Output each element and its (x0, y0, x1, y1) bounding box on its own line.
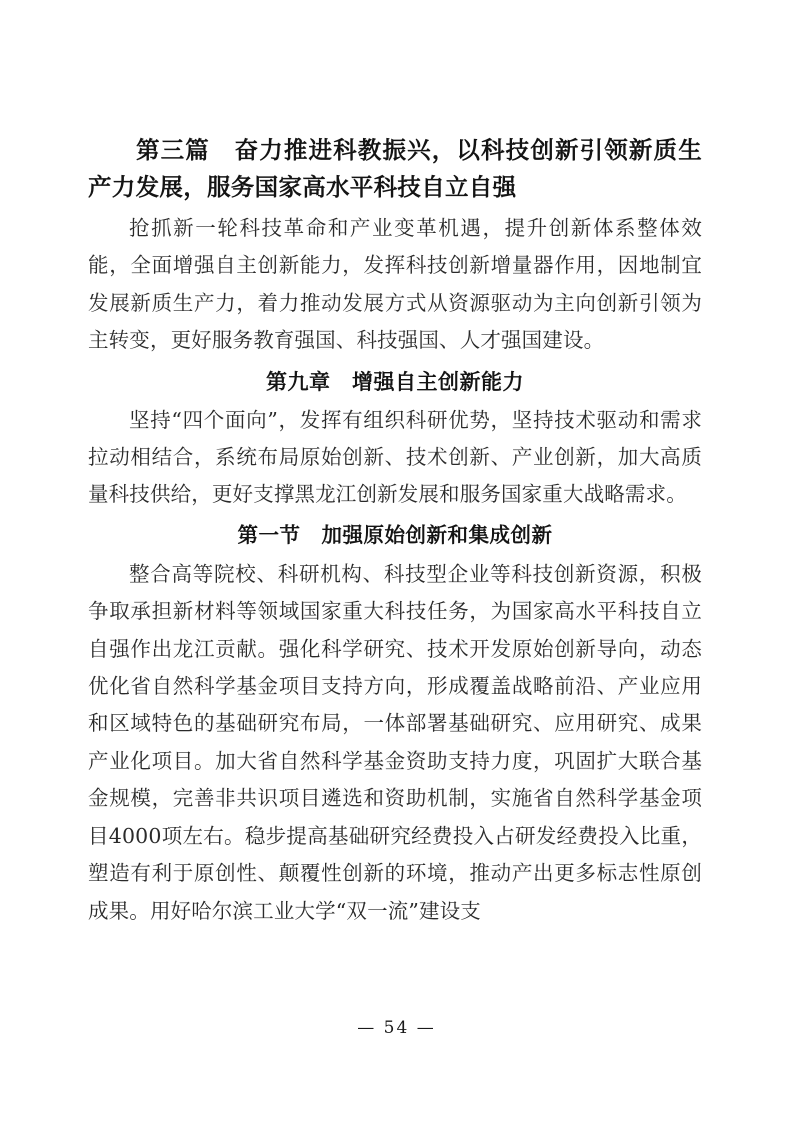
chapter-intro-paragraph: 坚持“四个面向”，发挥有组织科研优势，坚持技术驱动和需求拉动相结合，系统布局原始创新、技术创新、产业创新，加大高质量科技供给，更好支撑黑龙江创新发展和服务国家重大战略需求。 (88, 407, 702, 507)
part-intro-paragraph: 抢抓新一轮科技革命和产业变革机遇，提升创新体系整体效能，全面增强自主创新能力，发挥科技创新增量器作用，因地制宜发展新质生产力，着力推动发展方式从资源驱动为主向创新引领为主转变，更好服务教育强国、科技强国、人才强国建设。 (88, 216, 702, 353)
part-title: 第三篇 奋力推进科教振兴，以科技创新引领新质生产力发展，服务国家高水平科技自立自强 (88, 136, 702, 201)
section-title: 第一节 加强原始创新和集成创新 (237, 522, 553, 547)
page-content (88, 132, 702, 930)
section-body-paragraph: 整合高等院校、科研机构、科技型企业等科技创新资源，积极争取承担新材料等领域国家重大科技任务，为国家高水平科技自立自强作出龙江贡献。强化科学研究、技术开发原始创新导向，动态优化省自然科学基金项目支持方向，形成覆盖战略前沿、产业应用和区域特色的基础研究布局，一体部署基础研究、应用研究、成果产业化项目。加大省自然科学基金资助支持力度，巩固扩大联合基金规模，完善非共识项目遴选和资助机制，实施省自然科学基金项目4000项左右。稳步提高基础研究经费投入占研发经费投入比重，塑造有利于原创性、颠覆性创新的环境，推动产出更多标志性原创成果。用好哈尔滨工业大学“双一流”建设支 (88, 561, 702, 923)
page-number-footer: — 54 — (357, 1018, 436, 1038)
chapter-title: 第九章 增强自主创新能力 (266, 368, 524, 394)
